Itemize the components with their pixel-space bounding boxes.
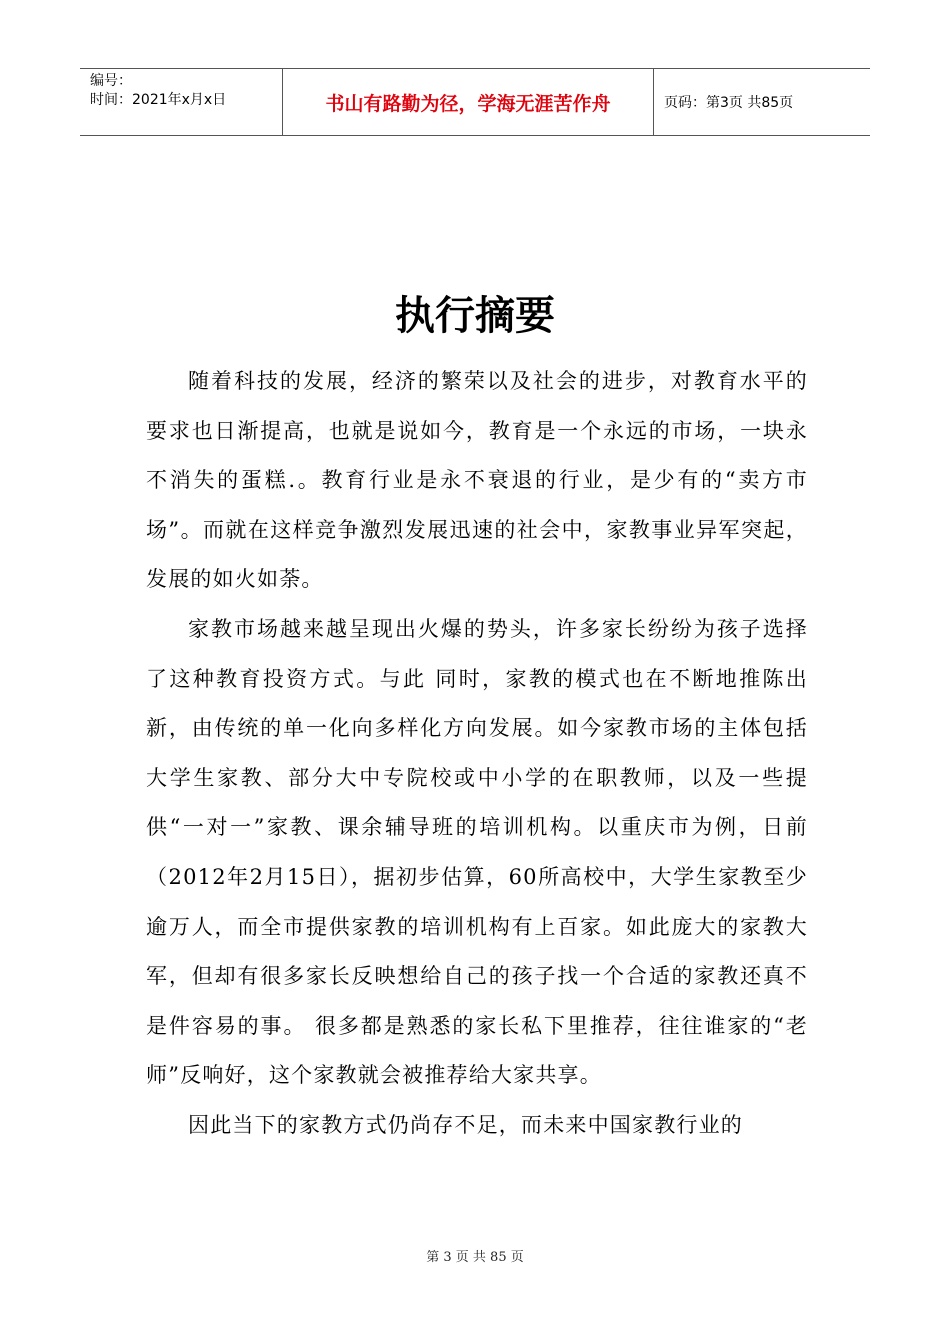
paragraph-1: 随着科技的发展，经济的繁荣以及社会的进步，对教育水平的要求也日渐提高，也就是说如今，教育是一个永远的市场，一块永不消失的蛋糕.。教育行业是永不衰退的行业，是少有的“卖方市场”。而就在这样竞争激烈发展迅速的社会中，家教事业异军突起，发展的如火如荼。 [146,369,808,592]
document-body [146,357,808,1151]
paragraph-3: 因此当下的家教方式仍尚存不足，而未来中国家教行业的 [188,1112,743,1137]
paragraph-2: 家教市场越来越呈现出火爆的势头，许多家长纷纷为孩子选择了这种教育投资方式。与此 同时，家教的模式也在不断地推陈出新，由传统的单一化向多样化方向发展。如今家教市场的主体包括大学生家教、部分大中专院校或中小学的在职教师，以及一些提供“一对一”家教、课余辅导班的培训机构。以重庆市为例，日前（2012年2月15日），据初步估算，60所高校中，大学生家教至少逾万人，而全市提供家教的培训机构有上百家。如此庞大的家教大军，但却有很多家长反映想给自己的孩子找一个合适的家教还真不是件容易的事。 很多都是熟悉的家长私下里推荐，往往谁家的“老师”反响好，这个家教就会被推荐给大家共享。 [146,616,808,1088]
number-label: 编号： [90,73,132,89]
header-info-cell [80,69,282,135]
header-motto: 书山有路勤为径，学海无涯苦作舟 [282,69,654,135]
time-label: 时间：2021年x月x日 [90,92,227,108]
page-footer: 第 3 页 共 85 页 [426,1250,524,1265]
page-header [80,68,870,136]
page-title: 执行摘要 [395,293,555,339]
header-page-info: 页码：第3页 共85页 [664,95,794,111]
